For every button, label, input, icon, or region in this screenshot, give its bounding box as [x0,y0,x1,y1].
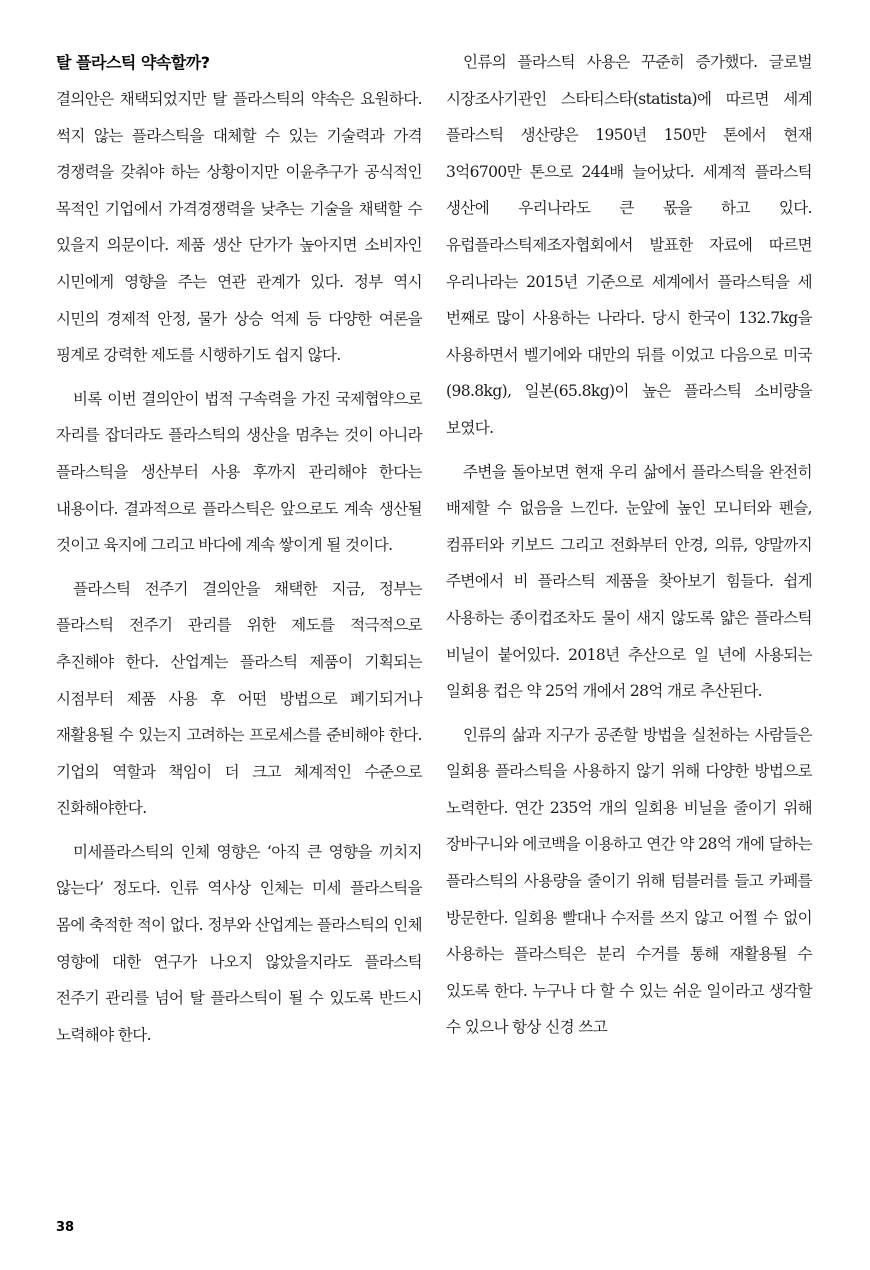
paragraph: 결의안은 채택되었지만 탈 플라스틱의 약속은 요원하다. 썩지 않는 플라스틱을 대체할 수 있는 기술력과 가격 경쟁력을 갖춰야 하는 상황이지만 이윤추구가 공식적인 목적인 기업에서 가격경쟁력을 낮추는 기술을 채택할 수 있을지 의문이다. 제품 생산 단가가 높아지면 소비자인 시민에게 영향을 주는 연관 관계가 있다. 정부 역시 시민의 경제적 안정, 물가 상승 억제 등 다양한 여론을 핑계로 강력한 제도를 시행하기도 쉽지 않다. [56,90,422,365]
paragraph: 인류의 삶과 지구가 공존할 방법을 실천하는 사람들은 일회용 플라스틱을 사용하지 않기 위해 다양한 방법으로 노력한다. 연간 235억 개의 일회용 비닐을 줄이기 위해 장바구니와 에코백을 이용하고 연간 약 28억 개에 달하는 플라스틱의 사용량을 줄이기 위해 텀블러를 들고 카페를 방문한다. 일회용 빨대나 수저를 쓰지 않고 어쩔 수 없이 사용하는 플라스틱은 분리 수거를 통해 재활용될 수 있도록 한다. 누구나 다 할 수 있는 쉬운 일이라고 생각할 수 있으나 항상 신경 쓰고 [446,725,812,1037]
paragraph: 미세플라스틱의 인체 영향은 ‘아직 큰 영향을 끼치지 않는다’ 정도다. 인류 역사상 인체는 미세 플라스틱을 몸에 축적한 적이 없다. 정부와 산업계는 플라스틱의 인체 영향에 대한 연구가 나오지 않았을지라도 플라스틱 전주기 관리를 넘어 탈 플라스틱이 될 수 있도록 반드시 노력해야 한다. [56,842,422,1044]
page-number: 38 [56,1220,75,1235]
left-column [56,44,422,1060]
paragraph: 인류의 플라스틱 사용은 꾸준히 증가했다. 글로벌 시장조사기관인 스타티스타(statista)에 따르면 세계 플라스틱 생산량은 1950년 150만 톤에서 현재 3억6700만 톤으로 244배 늘어났다. 세계적 플라스틱 생산에 우리나라도 큰 몫을 하고 있다. 유럽플라스틱제조자협회에서 발표한 자료에 따르면 우리나라는 2015년 기준으로 세계에서 플라스틱을 세 번째로 많이 사용하는 나라다. 당시 한국이 132.7kg을 사용하면서 벨기에와 대만의 뒤를 이었고 다음으로 미국(98.8kg), 일본(65.8kg)이 높은 플라스틱 소비량을 보였다. [446,53,812,437]
paragraph: 주변을 돌아보면 현재 우리 삶에서 플라스틱을 완전히 배제할 수 없음을 느낀다. 눈앞에 높인 모니터와 펜슬, 컴퓨터와 키보드 그리고 전화부터 안경, 의류, 양말까지 주변에서 비 플라스틱 제품을 찾아보기 힘들다. 쉽게 사용하는 종이컵조차도 물이 새지 않도록 얇은 플라스틱 비닐이 붙어있다. 2018년 추산으로 일 년에 사용되는 일회용 컵은 약 25억 개에서 28억 개로 추산된다. [446,462,812,701]
paragraph: 플라스틱 전주기 결의안을 채택한 지금, 정부는 플라스틱 전주기 관리를 위한 제도를 적극적으로 추진해야 한다. 산업계는 플라스틱 제품이 기획되는 시점부터 제품 사용 후 어떤 방법으로 폐기되거나 재활용될 수 있는지 고려하는 프로세스를 준비해야 한다. 기업의 역할과 책임이 더 크고 체계적인 수준으로 진화해야한다. [56,579,422,818]
section-heading: 탈 플라스틱 약속할까? [56,53,210,72]
paragraph: 비록 이번 결의안이 법적 구속력을 가진 국제협약으로 자리를 잡더라도 플라스틱의 생산을 멈추는 것이 아니라 플라스틱을 생산부터 사용 후까지 관리해야 한다는 내용이다. 결과적으로 플라스틱은 앞으로도 계속 생산될 것이고 육지에 그리고 바다에 계속 쌓이게 될 것이다. [56,389,422,555]
right-column [446,44,812,1053]
